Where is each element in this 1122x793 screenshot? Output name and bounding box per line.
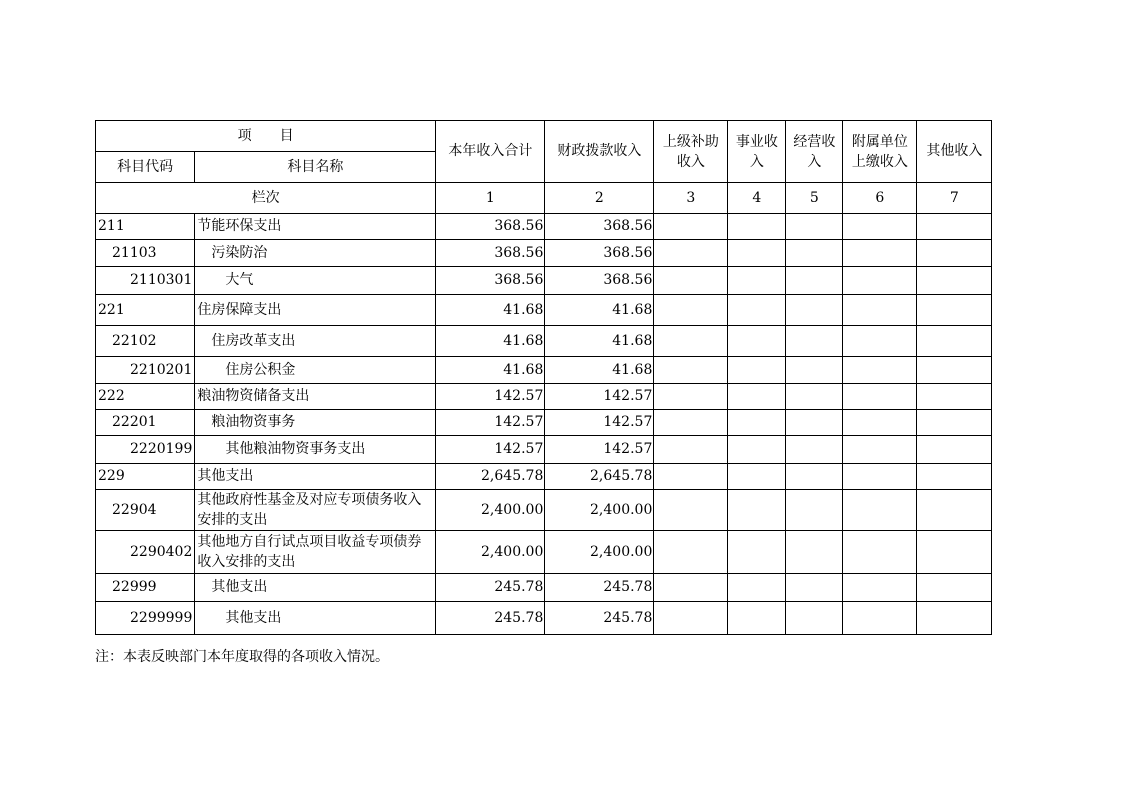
cell-code: 211: [96, 214, 195, 240]
cell-code: 222: [96, 384, 195, 410]
cell-affiliated: [843, 384, 917, 410]
cell-code: 22102: [96, 326, 195, 357]
header-other: 其他收入: [917, 121, 992, 183]
cell-name: 住房改革支出: [195, 326, 436, 357]
cell-operating: [786, 267, 843, 295]
cell-superior: [654, 490, 728, 531]
cell-other: [917, 602, 992, 635]
cell-operating: [786, 326, 843, 357]
cell-name: 其他支出: [195, 574, 436, 602]
cell-total: 368.56: [436, 267, 545, 295]
header-lanci: 栏次: [96, 183, 436, 214]
cell-name: 住房公积金: [195, 357, 436, 384]
col-num-7: 7: [917, 183, 992, 214]
cell-total: 2,400.00: [436, 531, 545, 574]
cell-affiliated: [843, 410, 917, 436]
cell-superior: [654, 384, 728, 410]
header-operating: 经营收入: [786, 121, 843, 183]
cell-business: [728, 267, 786, 295]
cell-name: 大气: [195, 267, 436, 295]
header-code: 科目代码: [96, 152, 195, 183]
cell-total: 41.68: [436, 357, 545, 384]
cell-affiliated: [843, 240, 917, 267]
cell-operating: [786, 464, 843, 490]
cell-other: [917, 574, 992, 602]
table-row: [96, 326, 992, 357]
cell-name: 粮油物资储备支出: [195, 384, 436, 410]
table-row: [96, 267, 992, 295]
table-row: [96, 490, 992, 531]
cell-code: 2210201: [96, 357, 195, 384]
header-superior: 上级补助收入: [654, 121, 728, 183]
cell-total: 368.56: [436, 214, 545, 240]
cell-code: 2299999: [96, 602, 195, 635]
cell-superior: [654, 214, 728, 240]
cell-other: [917, 436, 992, 464]
cell-fiscal: 2,645.78: [545, 464, 654, 490]
cell-total: 2,400.00: [436, 490, 545, 531]
cell-superior: [654, 464, 728, 490]
col-num-4: 4: [728, 183, 786, 214]
cell-other: [917, 490, 992, 531]
cell-other: [917, 214, 992, 240]
cell-operating: [786, 410, 843, 436]
cell-name: 节能环保支出: [195, 214, 436, 240]
cell-superior: [654, 267, 728, 295]
cell-affiliated: [843, 436, 917, 464]
cell-operating: [786, 214, 843, 240]
cell-business: [728, 531, 786, 574]
cell-fiscal: 142.57: [545, 436, 654, 464]
cell-name: 其他支出: [195, 464, 436, 490]
cell-superior: [654, 357, 728, 384]
cell-fiscal: 41.68: [545, 295, 654, 326]
cell-name: 污染防治: [195, 240, 436, 267]
cell-fiscal: 368.56: [545, 214, 654, 240]
cell-other: [917, 531, 992, 574]
income-table: [95, 120, 992, 635]
cell-other: [917, 357, 992, 384]
table-row: [96, 214, 992, 240]
cell-code: 221: [96, 295, 195, 326]
cell-affiliated: [843, 326, 917, 357]
col-num-3: 3: [654, 183, 728, 214]
col-num-2: 2: [545, 183, 654, 214]
header-total: 本年收入合计: [436, 121, 545, 183]
cell-operating: [786, 531, 843, 574]
cell-business: [728, 240, 786, 267]
table-row: [96, 410, 992, 436]
cell-fiscal: 368.56: [545, 267, 654, 295]
cell-superior: [654, 326, 728, 357]
header-business: 事业收入: [728, 121, 786, 183]
cell-operating: [786, 436, 843, 464]
cell-total: 41.68: [436, 326, 545, 357]
cell-fiscal: 368.56: [545, 240, 654, 267]
header-project: 项 目: [96, 121, 436, 152]
cell-affiliated: [843, 574, 917, 602]
cell-superior: [654, 410, 728, 436]
cell-operating: [786, 574, 843, 602]
cell-other: [917, 267, 992, 295]
cell-other: [917, 464, 992, 490]
cell-total: 2,645.78: [436, 464, 545, 490]
cell-total: 245.78: [436, 574, 545, 602]
header-affiliated: 附属单位上缴收入: [843, 121, 917, 183]
cell-operating: [786, 384, 843, 410]
cell-name: 粮油物资事务: [195, 410, 436, 436]
table-row: [96, 295, 992, 326]
col-num-1: 1: [436, 183, 545, 214]
cell-code: 2220199: [96, 436, 195, 464]
cell-superior: [654, 531, 728, 574]
cell-code: 21103: [96, 240, 195, 267]
cell-superior: [654, 574, 728, 602]
cell-business: [728, 436, 786, 464]
cell-code: 22999: [96, 574, 195, 602]
cell-affiliated: [843, 531, 917, 574]
cell-total: 142.57: [436, 384, 545, 410]
cell-total: 245.78: [436, 602, 545, 635]
table-row: [96, 357, 992, 384]
table-footnote: 注：本表反映部门本年度取得的各项收入情况。: [95, 649, 389, 665]
cell-affiliated: [843, 464, 917, 490]
cell-affiliated: [843, 602, 917, 635]
cell-name: 其他粮油物资事务支出: [195, 436, 436, 464]
table-row: [96, 574, 992, 602]
cell-code: 22904: [96, 490, 195, 531]
cell-superior: [654, 295, 728, 326]
cell-total: 41.68: [436, 295, 545, 326]
col-num-5: 5: [786, 183, 843, 214]
cell-total: 142.57: [436, 436, 545, 464]
cell-name: 住房保障支出: [195, 295, 436, 326]
cell-affiliated: [843, 295, 917, 326]
cell-superior: [654, 240, 728, 267]
cell-code: 229: [96, 464, 195, 490]
cell-affiliated: [843, 214, 917, 240]
table-row: [96, 602, 992, 635]
cell-other: [917, 240, 992, 267]
table-row: [96, 240, 992, 267]
cell-operating: [786, 240, 843, 267]
cell-operating: [786, 490, 843, 531]
cell-business: [728, 464, 786, 490]
cell-other: [917, 410, 992, 436]
cell-fiscal: 41.68: [545, 326, 654, 357]
cell-code: 22201: [96, 410, 195, 436]
cell-fiscal: 41.68: [545, 357, 654, 384]
cell-fiscal: 2,400.00: [545, 531, 654, 574]
cell-fiscal: 245.78: [545, 602, 654, 635]
cell-code: 2290402: [96, 531, 195, 574]
cell-code: 2110301: [96, 267, 195, 295]
header-fiscal: 财政拨款收入: [545, 121, 654, 183]
cell-superior: [654, 436, 728, 464]
cell-name: 其他政府性基金及对应专项债务收入安排的支出: [195, 490, 436, 531]
cell-total: 368.56: [436, 240, 545, 267]
cell-business: [728, 602, 786, 635]
cell-business: [728, 574, 786, 602]
cell-other: [917, 384, 992, 410]
cell-operating: [786, 357, 843, 384]
col-num-6: 6: [843, 183, 917, 214]
cell-name: 其他地方自行试点项目收益专项债券收入安排的支出: [195, 531, 436, 574]
cell-affiliated: [843, 267, 917, 295]
cell-business: [728, 295, 786, 326]
cell-business: [728, 384, 786, 410]
cell-operating: [786, 602, 843, 635]
cell-affiliated: [843, 357, 917, 384]
cell-fiscal: 2,400.00: [545, 490, 654, 531]
table-row: [96, 531, 992, 574]
cell-business: [728, 326, 786, 357]
cell-fiscal: 245.78: [545, 574, 654, 602]
cell-operating: [786, 295, 843, 326]
cell-business: [728, 214, 786, 240]
cell-fiscal: 142.57: [545, 384, 654, 410]
cell-business: [728, 410, 786, 436]
cell-superior: [654, 602, 728, 635]
cell-total: 142.57: [436, 410, 545, 436]
cell-business: [728, 490, 786, 531]
cell-name: 其他支出: [195, 602, 436, 635]
cell-fiscal: 142.57: [545, 410, 654, 436]
cell-business: [728, 357, 786, 384]
cell-other: [917, 295, 992, 326]
table-row: [96, 384, 992, 410]
header-name: 科目名称: [195, 152, 436, 183]
table-row: [96, 464, 992, 490]
cell-affiliated: [843, 490, 917, 531]
table-row: [96, 436, 992, 464]
cell-other: [917, 326, 992, 357]
